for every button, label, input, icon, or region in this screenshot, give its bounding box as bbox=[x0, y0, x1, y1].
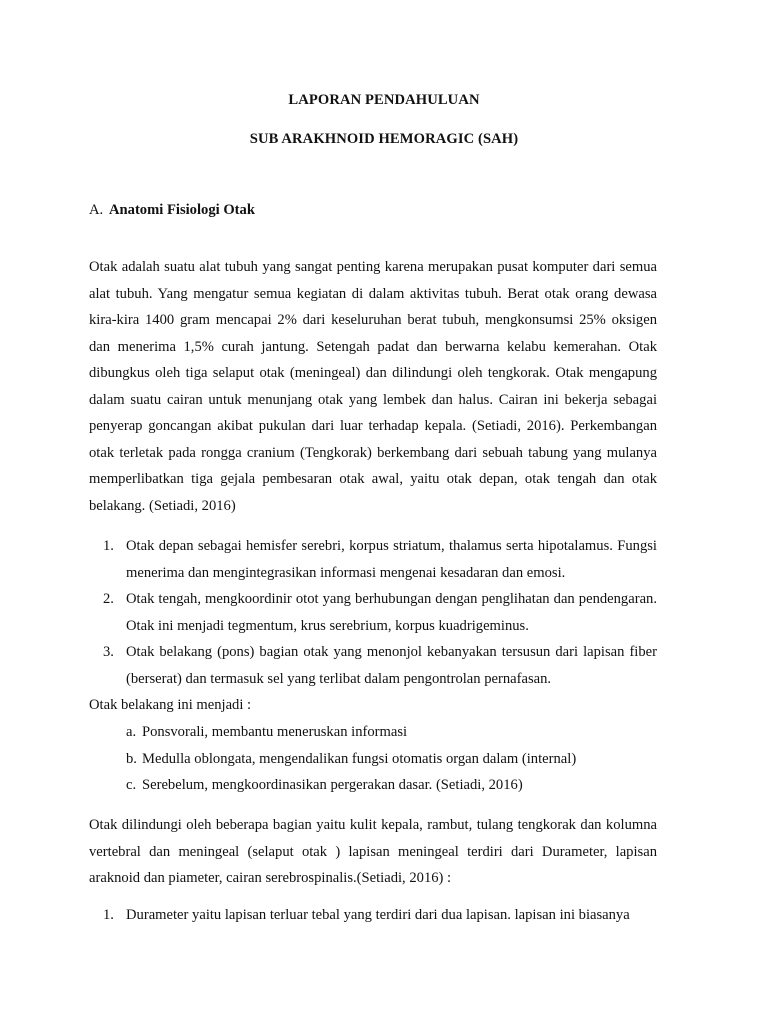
list-item-text: Otak belakang (pons) bagian otak yang menonjol kebanyakan tersusun dari lapisan fiber (berserat) dan termasuk sel yang terlibat dalam pengontrolan pernafasan. bbox=[126, 644, 657, 687]
list-item-text: Durameter yaitu lapisan terluar tebal yang terdiri dari dua lapisan. lapisan ini biasanya bbox=[126, 907, 630, 923]
list-item-text: Serebelum, mengkoordinasikan pergerakan dasar. (Setiadi, 2016) bbox=[142, 777, 523, 793]
list-item-number: 1. bbox=[103, 907, 114, 923]
list-item-number: 2. bbox=[103, 591, 114, 607]
paragraph-perlindungan: Otak dilindungi oleh beberapa bagian yaitu kulit kepala, rambut, tulang tengkorak dan kolumna vertebral dan meningeal (selaput otak ) lapisan meningeal terdiri dari Durameter, lapisan araknoid dan piameter, cairan serebrospinalis.(Setiadi, 2016) : bbox=[89, 817, 657, 886]
section-marker: A. bbox=[89, 202, 104, 218]
list-item-text: Ponsvorali, membantu meneruskan informasi bbox=[142, 724, 408, 740]
hindbrain-lead: Otak belakang ini menjadi : bbox=[89, 697, 252, 713]
document-title: LAPORAN PENDAHULUAN bbox=[288, 92, 480, 108]
list-item-letter: a. bbox=[126, 724, 137, 740]
document-subtitle: SUB ARAKHNOID HEMORAGIC (SAH) bbox=[249, 131, 519, 147]
list-item bbox=[126, 746, 576, 773]
list-item bbox=[126, 772, 576, 799]
list-item-letter: c. bbox=[126, 777, 137, 793]
list-item-text: Otak tengah, mengkoordinir otot yang berhubungan dengan penglihatan dan pendengaran. Otak ini menjadi tegmentum, krus serebrium, korpus kuadrigeminus. bbox=[126, 591, 657, 634]
paragraph-anatomi: Otak adalah suatu alat tubuh yang sangat penting karena merupakan pusat komputer dari semua alat tubuh. Yang mengatur semua kegiatan di dalam aktivitas tubuh. Berat otak orang dewasa kira-kira 1400 gram mencapai 2% dari keseluruhan berat tubuh, mengkonsumsi 25% oksigen dan menerima 1,5% curah jantung. Setengah padat dan berwarna kelabu kemerahan. Otak dibungkus oleh tiga selaput otak (meningeal) dan dilindungi oleh tengkorak. Otak mengapung dalam suatu cairan untuk menunjang otak yang lembek dan halus. Cairan ini bekerja sebagai penyerap goncangan akibat pukulan dari luar terhadap kepala. (Setiadi, 2016). Perkembangan otak terletak pada rongga cranium (Tengkorak) berkembang dari sebuah tabung yang mulanya memperlibatkan tiga gejala pembesaran otak awal, yaitu otak depan, otak tengah dan otak belakang. (Setiadi, 2016) bbox=[89, 259, 657, 514]
list-item bbox=[103, 586, 657, 639]
list-item-text: Medulla oblongata, mengendalikan fungsi otomatis organ dalam (internal) bbox=[142, 750, 577, 767]
meninges-list bbox=[103, 902, 657, 929]
list-item-letter: b. bbox=[126, 750, 137, 767]
hindbrain-list bbox=[126, 719, 576, 799]
section-heading-text: Anatomi Fisiologi Otak bbox=[109, 202, 255, 218]
list-item-number: 3. bbox=[103, 644, 114, 660]
brain-parts-list bbox=[103, 533, 657, 692]
list-item bbox=[103, 639, 657, 692]
list-item-number: 1. bbox=[103, 538, 114, 554]
list-item bbox=[103, 902, 657, 929]
list-item-text: Otak depan sebagai hemisfer serebri, korpus striatum, thalamus serta hipotalamus. Fungsi menerima dan mengintegrasikan informasi mengenai kesadaran dan emosi. bbox=[126, 538, 657, 581]
list-item bbox=[103, 533, 657, 586]
section-heading bbox=[89, 202, 255, 219]
list-item bbox=[126, 719, 576, 746]
